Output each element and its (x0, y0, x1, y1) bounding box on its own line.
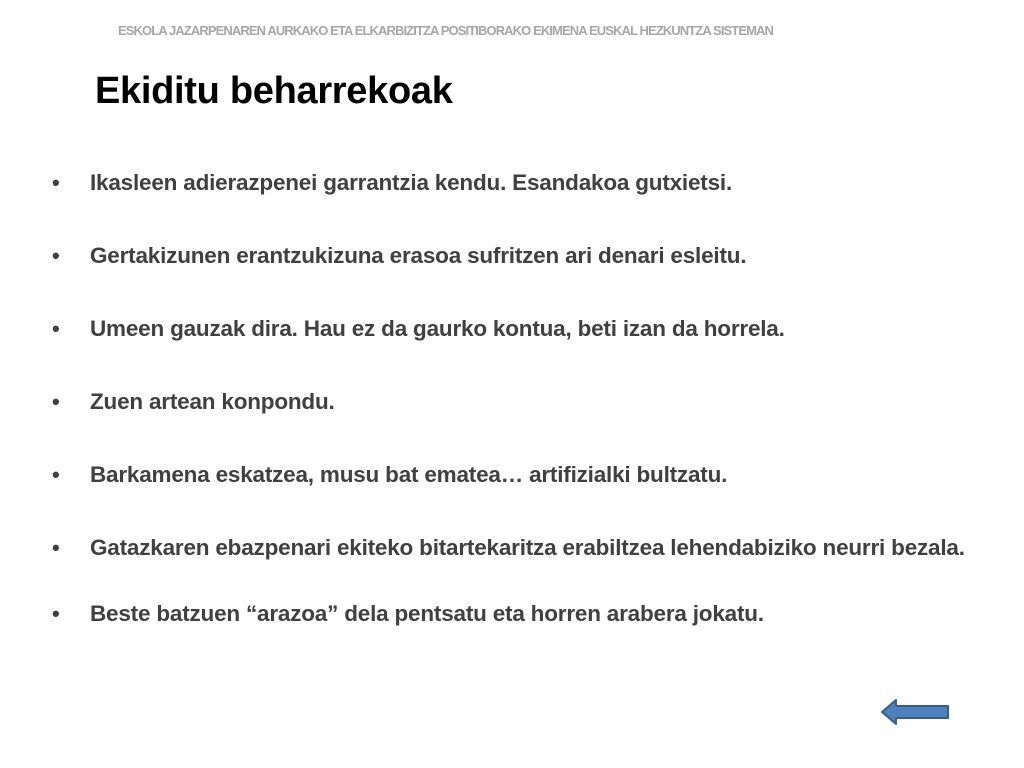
list-item (52, 237, 1012, 274)
bullet-icon: • (52, 535, 60, 560)
list-item (52, 456, 1012, 493)
bullet-text: Zuen artean konpondu. (90, 389, 335, 414)
bullet-icon: • (52, 389, 60, 414)
list-item (52, 595, 1012, 632)
list-item (52, 383, 1012, 420)
bullet-icon: • (52, 170, 60, 195)
bullet-text: Gatazkaren ebazpenari ekiteko bitartekaritza erabiltzea lehendabiziko neurri bezala. (90, 535, 965, 560)
bullet-icon: • (52, 243, 60, 268)
slide-title: Ekiditu beharrekoak (95, 70, 453, 112)
bullet-text: Gertakizunen erantzukizuna erasoa sufritzen ari denari esleitu. (90, 243, 747, 268)
bullet-text: Ikasleen adierazpenei garrantzia kendu. Esandakoa gutxietsi. (90, 170, 732, 195)
presentation-header: ESKOLA JAZARPENAREN AURKAKO ETA ELKARBIZITZA POSITIBORAKO EKIMENA EUSKAL HEZKUNTZA SISTEMAN (118, 23, 774, 38)
bullet-icon: • (52, 316, 60, 341)
bullet-icon: • (52, 601, 60, 626)
bullet-list (52, 164, 1012, 632)
back-button[interactable] (880, 697, 950, 727)
bullet-text: Umeen gauzak dira. Hau ez da gaurko kontua, beti izan da horrela. (90, 316, 785, 341)
list-item (52, 164, 1012, 201)
bullet-text: Beste batzuen “arazoa” dela pentsatu eta horren arabera jokatu. (90, 601, 764, 626)
bullet-icon: • (52, 462, 60, 487)
list-item (52, 310, 1012, 347)
list-item (52, 529, 1012, 566)
bullet-text: Barkamena eskatzea, musu bat ematea… artifizialki bultzatu. (90, 462, 728, 487)
left-arrow-icon (880, 697, 950, 727)
